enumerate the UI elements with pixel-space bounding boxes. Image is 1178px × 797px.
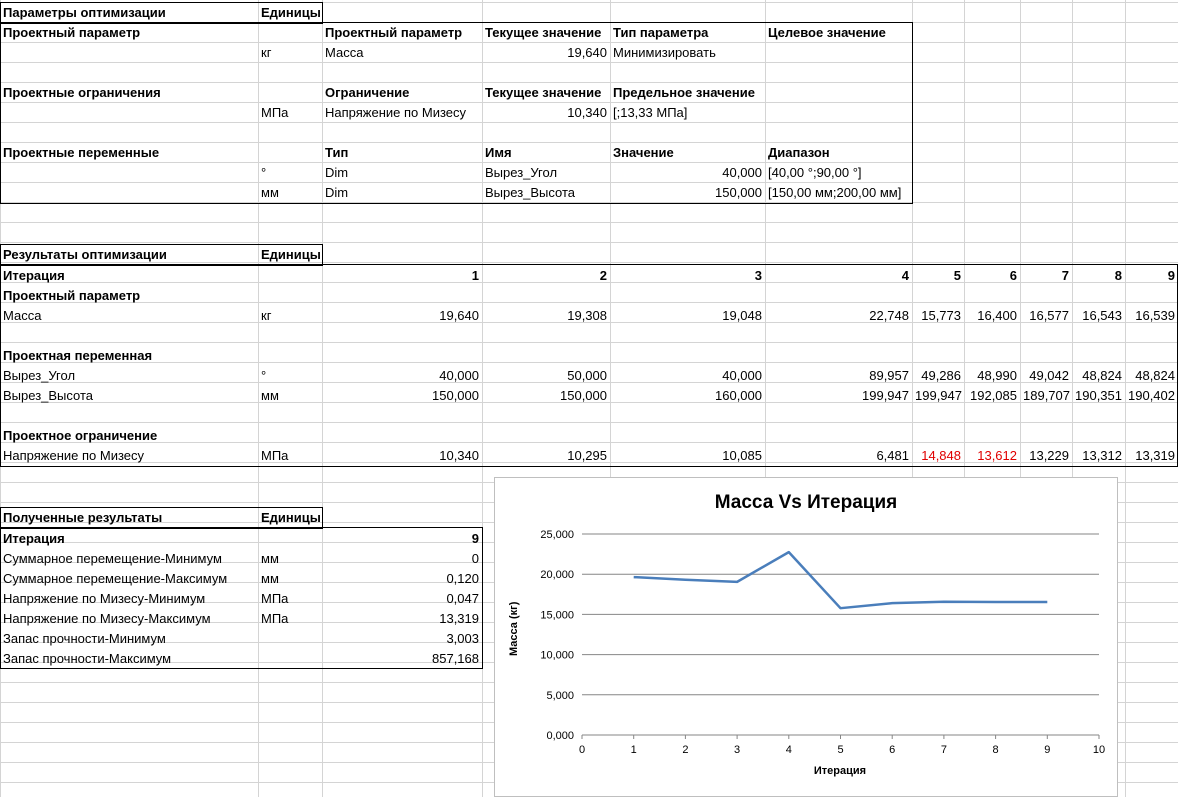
obtained-iteration-value[interactable]: 9	[471, 531, 479, 546]
angle-value-cell[interactable]: 48,824	[1135, 368, 1175, 383]
obtained-unit-cell[interactable]: МПа	[261, 591, 289, 606]
res-angle-unit[interactable]: °	[261, 368, 267, 383]
height-value-cell[interactable]: 199,947	[915, 388, 962, 403]
obtained-name-cell[interactable]: Напряжение по Мизесу-Минимум	[3, 591, 206, 606]
variable-type[interactable]: Dim	[325, 185, 349, 200]
obtained-name-cell[interactable]: Напряжение по Мизесу-Максимум	[3, 611, 211, 626]
variable-range[interactable]: [150,00 мм;200,00 мм]	[768, 185, 902, 200]
chart-x-axis-label: Итерация	[813, 765, 867, 777]
results-units-header[interactable]: Единицы	[261, 247, 321, 262]
res-angle-name[interactable]: Вырез_Угол	[3, 368, 76, 383]
stress-value-cell[interactable]: 13,612	[977, 448, 1017, 463]
mass-value-cell[interactable]: 19,048	[722, 308, 762, 323]
iteration-number-cell[interactable]: 4	[901, 268, 909, 283]
res-height-name[interactable]: Вырез_Высота	[3, 388, 94, 403]
stress-value-cell[interactable]: 13,229	[1029, 448, 1069, 463]
constraint-name[interactable]: Напряжение по Мизесу	[325, 105, 467, 120]
res-mass-name[interactable]: Масса	[3, 308, 42, 323]
results-title[interactable]: Результаты оптимизации	[3, 247, 167, 262]
variable-header-type[interactable]: Тип	[325, 145, 349, 160]
variable-header-value[interactable]: Значение	[613, 145, 674, 160]
obtained-value-cell[interactable]: 3,003	[446, 631, 479, 646]
chart-title: Масса Vs Итерация	[714, 492, 898, 513]
height-value-cell[interactable]: 160,000	[715, 388, 762, 403]
obtained-unit-cell[interactable]	[258, 629, 322, 649]
obtained-unit-cell[interactable]: мм	[261, 571, 279, 586]
design-param-value[interactable]: 19,640	[567, 45, 607, 60]
iteration-number-cell[interactable]: 7	[1061, 268, 1069, 283]
height-value-cell[interactable]: 150,000	[560, 388, 607, 403]
design-param-name[interactable]: Масса	[325, 45, 364, 60]
chart-x-tick-label: 6	[889, 744, 896, 756]
chart-y-axis-label: Масса (кг)	[508, 601, 520, 656]
obtained-value-cell[interactable]: 0,047	[446, 591, 479, 606]
design-param-header-current[interactable]: Текущее значение	[485, 25, 602, 40]
obtained-value-cell[interactable]: 0	[471, 551, 479, 566]
angle-value-cell[interactable]: 48,990	[977, 368, 1017, 383]
variable-unit[interactable]: мм	[261, 185, 279, 200]
angle-value-cell[interactable]: 49,042	[1029, 368, 1069, 383]
design-param-header-name[interactable]: Проектный параметр	[325, 25, 463, 40]
height-value-cell[interactable]: 189,707	[1023, 388, 1070, 403]
chart-x-tick-label: 2	[682, 744, 689, 756]
obtained-unit-cell[interactable]: мм	[261, 551, 279, 566]
stress-value-cell[interactable]: 13,319	[1135, 448, 1175, 463]
obtained-name-cell[interactable]: Суммарное перемещение-Минимум	[3, 551, 222, 566]
angle-value-cell[interactable]: 40,000	[722, 368, 762, 383]
obtained-title[interactable]: Полученные результаты	[3, 510, 163, 525]
height-value-cell[interactable]: 192,085	[970, 388, 1017, 403]
obtained-value-cell[interactable]: 0,120	[446, 571, 479, 586]
obtained-name-cell[interactable]: Суммарное перемещение-Максимум	[3, 571, 228, 586]
stress-value-cell[interactable]: 10,295	[567, 448, 607, 463]
mass-value-cell[interactable]: 16,539	[1135, 308, 1175, 323]
angle-value-cell[interactable]: 49,286	[921, 368, 961, 383]
mass-value-cell[interactable]: 22,748	[869, 308, 909, 323]
variable-header-name[interactable]: Имя	[485, 145, 512, 160]
params-units-header[interactable]: Единицы	[261, 5, 321, 20]
mass-value-cell[interactable]: 16,577	[1029, 308, 1069, 323]
stress-value-cell[interactable]: 14,848	[921, 448, 961, 463]
obtained-unit-cell[interactable]	[258, 649, 322, 669]
variable-type[interactable]: Dim	[325, 165, 349, 180]
angle-value-cell[interactable]: 48,824	[1082, 368, 1122, 383]
stress-value-cell[interactable]: 10,340	[439, 448, 479, 463]
res-stress-unit[interactable]: МПа	[261, 448, 289, 463]
height-value-cell[interactable]: 150,000	[432, 388, 479, 403]
angle-value-cell[interactable]: 50,000	[567, 368, 607, 383]
constraints-label[interactable]: Проектные ограничения	[3, 85, 161, 100]
stress-value-cell[interactable]: 6,481	[876, 448, 909, 463]
obtained-unit-cell[interactable]: МПа	[261, 611, 289, 626]
chart-series-line	[634, 552, 1048, 608]
height-value-cell[interactable]: 190,351	[1075, 388, 1122, 403]
mass-value-cell[interactable]: 19,640	[439, 308, 479, 323]
params-title[interactable]: Параметры оптимизации	[3, 5, 166, 20]
iteration-number-cell[interactable]: 2	[599, 268, 607, 283]
chart-x-tick-label: 3	[734, 744, 741, 756]
chart-y-tick-label: 20,000	[540, 569, 574, 582]
variables-label[interactable]: Проектные переменные	[3, 145, 160, 160]
height-value-cell[interactable]: 190,402	[1128, 388, 1175, 403]
stress-value-cell[interactable]: 10,085	[722, 448, 762, 463]
chart-plot	[495, 478, 1117, 796]
iteration-number-cell[interactable]: 9	[1167, 268, 1175, 283]
constraint-limit[interactable]: [;13,33 МПа]	[613, 105, 688, 120]
design-param-label[interactable]: Проектный параметр	[3, 25, 141, 40]
res-design-param-label[interactable]: Проектный параметр	[3, 288, 141, 303]
chart-x-tick-label: 10	[1092, 744, 1106, 756]
iteration-label[interactable]: Итерация	[3, 268, 65, 283]
iteration-number-cell[interactable]: 6	[1009, 268, 1017, 283]
design-param-header-target[interactable]: Целевое значение	[768, 25, 886, 40]
chart-x-tick-label: 9	[1044, 744, 1051, 756]
iteration-number-cell[interactable]: 8	[1114, 268, 1122, 283]
res-stress-name[interactable]: Напряжение по Мизесу	[3, 448, 145, 463]
iteration-number-cell[interactable]: 3	[754, 268, 762, 283]
chart-x-tick-label: 1	[630, 744, 637, 756]
mass-value-cell[interactable]: 16,400	[977, 308, 1017, 323]
variable-header-range[interactable]: Диапазон	[768, 145, 830, 160]
mass-value-cell[interactable]: 15,773	[921, 308, 961, 323]
chart-x-tick-label: 4	[785, 744, 792, 756]
obtained-iteration-label[interactable]: Итерация	[3, 531, 65, 546]
res-mass-unit[interactable]: кг	[261, 308, 272, 323]
chart-y-tick-label: 0,000	[546, 730, 574, 742]
variable-value[interactable]: 150,000	[715, 185, 762, 200]
stress-value-cell[interactable]: 13,312	[1082, 448, 1122, 463]
iteration-number-cell[interactable]: 5	[953, 268, 961, 283]
design-param-header-type[interactable]: Тип параметра	[613, 25, 709, 40]
chart-x-tick-label: 0	[578, 744, 586, 756]
angle-value-cell[interactable]: 40,000	[439, 368, 479, 383]
variable-unit[interactable]: °	[261, 165, 267, 180]
res-constraint-label[interactable]: Проектное ограничение	[3, 428, 158, 443]
chart-x-tick-label: 8	[992, 744, 999, 756]
res-height-unit[interactable]: мм	[261, 388, 279, 403]
constraint-header-name[interactable]: Ограничение	[325, 85, 410, 100]
obtained-value-cell[interactable]: 13,319	[439, 611, 479, 626]
chart-y-tick-label: 10,000	[540, 649, 574, 662]
chart-x-tick-label: 5	[837, 744, 844, 756]
constraint-value[interactable]: 10,340	[567, 105, 607, 120]
variable-range[interactable]: [40,00 °;90,00 °]	[768, 165, 862, 180]
chart-y-tick-label: 5,000	[546, 689, 574, 702]
design-param-unit[interactable]: кг	[261, 45, 272, 60]
iteration-number-cell[interactable]: 1	[471, 268, 479, 283]
mass-value-cell[interactable]: 16,543	[1082, 308, 1122, 323]
chart-x-tick-label: 7	[940, 744, 947, 756]
obtained-name-cell[interactable]: Запас прочности-Максимум	[3, 651, 172, 666]
mass-vs-iteration-chart[interactable]	[494, 477, 1118, 797]
variable-name[interactable]: Вырез_Высота	[485, 185, 576, 200]
height-value-cell[interactable]: 199,947	[862, 388, 909, 403]
constraint-unit[interactable]: МПа	[261, 105, 289, 120]
obtained-name-cell[interactable]: Запас прочности-Минимум	[3, 631, 166, 646]
chart-y-tick-label: 25,000	[540, 529, 574, 541]
angle-value-cell[interactable]: 89,957	[869, 368, 909, 383]
constraint-header-current[interactable]: Текущее значение	[485, 85, 602, 100]
variable-value[interactable]: 40,000	[722, 165, 762, 180]
obtained-units-header[interactable]: Единицы	[261, 510, 321, 525]
design-param-type[interactable]: Минимизировать	[613, 45, 716, 60]
chart-y-tick-label: 15,000	[540, 609, 574, 622]
variable-name[interactable]: Вырез_Угол	[485, 165, 558, 180]
constraint-header-limit[interactable]: Предельное значение	[613, 85, 755, 100]
res-variable-label[interactable]: Проектная переменная	[3, 348, 153, 363]
mass-value-cell[interactable]: 19,308	[567, 308, 607, 323]
obtained-value-cell[interactable]: 857,168	[432, 651, 479, 666]
